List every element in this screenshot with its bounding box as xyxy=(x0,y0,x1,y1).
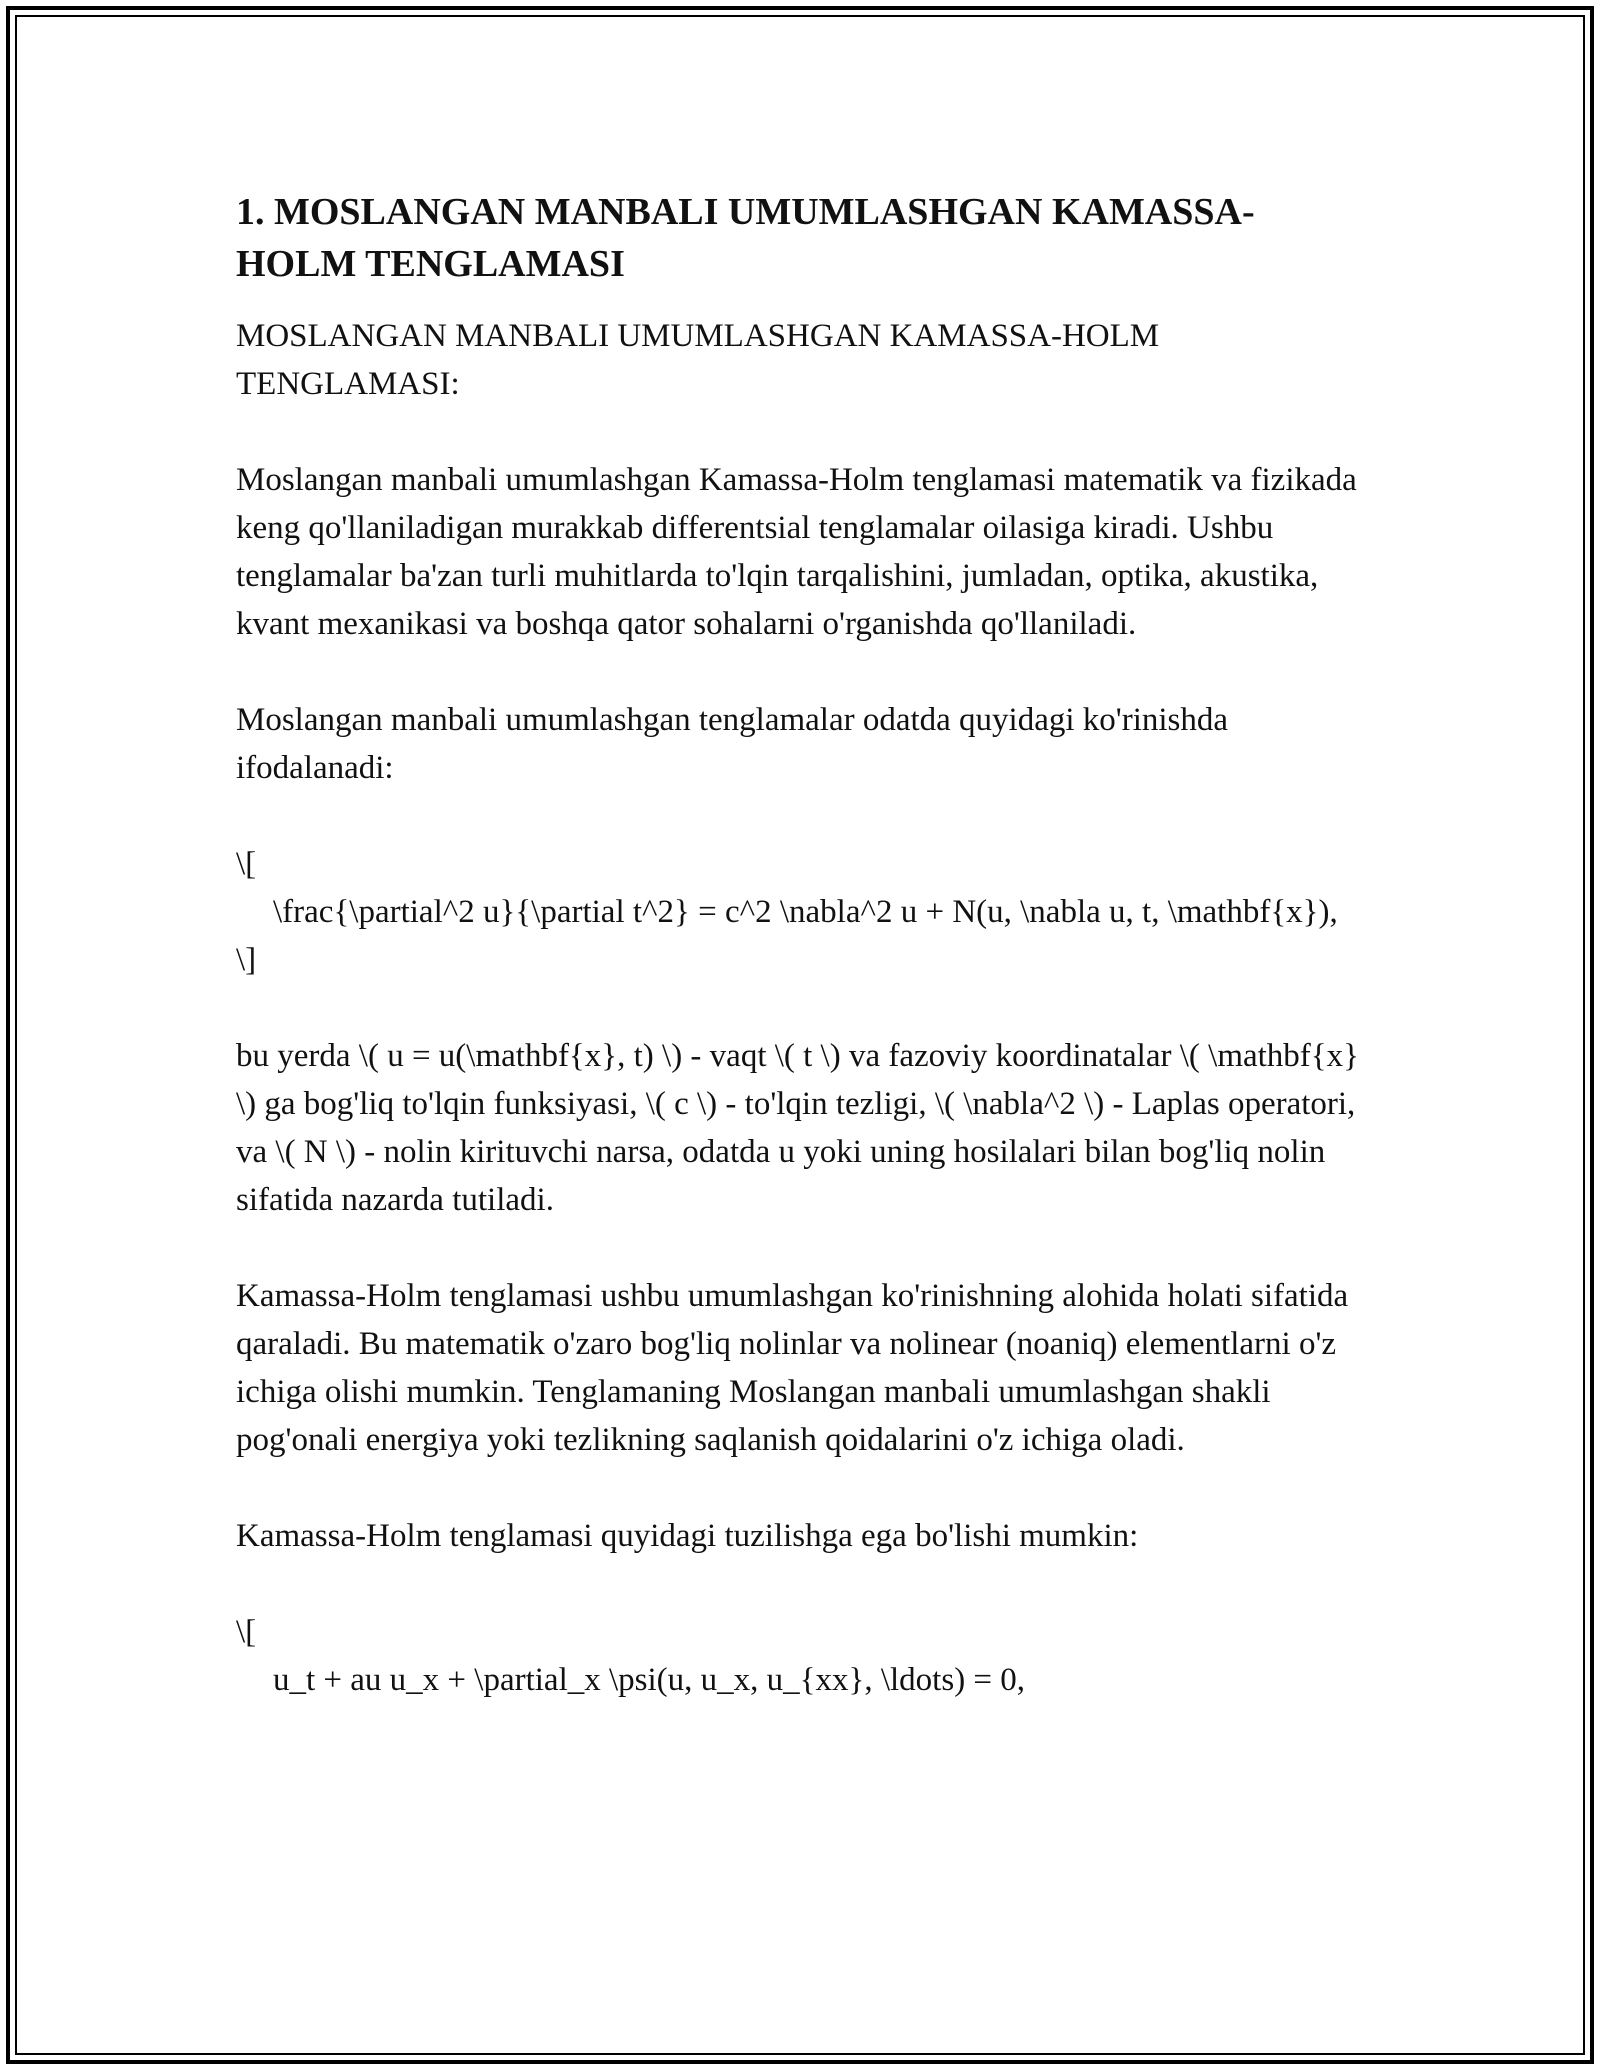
equation-block-2 xyxy=(236,1608,1366,1704)
section-heading: 1. MOSLANGAN MANBALI UMUMLASHGAN KAMASSA-HOLM TENGLAMASI xyxy=(236,191,1255,285)
paragraph-structure-lead: Kamassa-Holm tenglamasi quyidagi tuzilishga ega bo'lishi mumkin: xyxy=(236,1518,1139,1554)
paragraph-definitions: bu yerda \( u = u(\mathbf{x}, t) \) - vaqt \( t \) va fazoviy koordinatalar \( \mathbf{x} \) ga bog'liq to'lqin funksiyasi, \( c \) - to'lqin tezligi, \( \nabla^2 \) - Laplas operatori, va \( N \) - nolin kirituvchi narsa, odatda u yoki uning hosilalari bilan bog'liq nolin sifatida nazarda tutiladi. xyxy=(236,1038,1368,1218)
equation-body: u_t + au u_x + \partial_x \psi(u, u_x, u_{xx}, \ldots) = 0, xyxy=(273,1662,1026,1698)
paragraph-special-case: Kamassa-Holm tenglamasi ushbu umumlashgan ko'rinishning alohida holati sifatida qaraladi. Bu matematik o'zaro bog'liq nolinlar va nolinear (noaniq) elementlarni o'z ichiga olishi mumkin. Tenglamaning Moslangan manbali umumlashgan shakli pog'onali energiya yoki tezlikning saqlanish qoidalarini o'z ichiga oladi. xyxy=(236,1278,1357,1458)
equation-block-1 xyxy=(236,840,1366,984)
equation-open: \[ xyxy=(236,846,257,882)
document-body xyxy=(236,186,1366,1704)
equation-close: \] xyxy=(236,942,257,978)
paragraph-equation-lead: Moslangan manbali umumlashgan tenglamalar odatda quyidagi ko'rinishda ifodalanadi: xyxy=(236,702,1237,786)
section-subtitle: MOSLANGAN MANBALI UMUMLASHGAN KAMASSA-HOLM TENGLAMASI: xyxy=(236,318,1160,402)
paragraph-intro: Moslangan manbali umumlashgan Kamassa-Holm tenglamasi matematik va fizikada keng qo'llaniladigan murakkab differentsial tenglamalar oilasiga kiradi. Ushbu tenglamalar ba'zan turli muhitlarda to'lqin tarqalishini, jumladan, optika, akustika, kvant mexanikasi va boshqa qator sohalarni o'rganishda qo'llaniladi. xyxy=(236,462,1366,642)
equation-open: \[ xyxy=(236,1614,257,1650)
equation-body: \frac{\partial^2 u}{\partial t^2} = c^2 \nabla^2 u + N(u, \nabla u, t, \mathbf{x}), xyxy=(273,894,1338,930)
